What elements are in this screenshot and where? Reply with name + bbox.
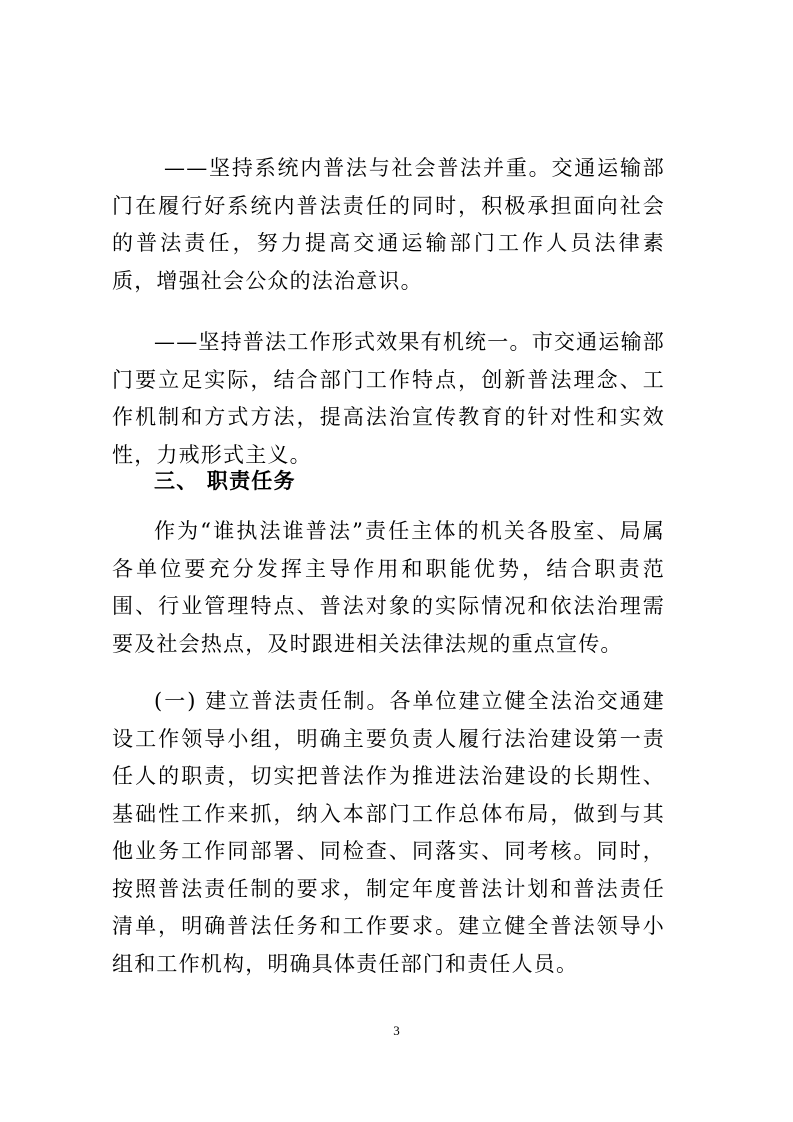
paragraph-form-and-effect-unity — [112, 324, 665, 474]
paragraph-system-and-social-law-popularization — [112, 150, 665, 300]
page-number: 3 — [393, 1023, 400, 1038]
paragraph-text: 作为“谁执法谁普法”责任主体的机关各股室、局属各单位要充分发挥主导作用和职能优势，结合职责范围、行业管理特点、普法对象的实际情况和依法治理需要及社会热点，及时跟进相关法律法规的重点宣传。 — [112, 519, 665, 656]
paragraph-text: ——坚持系统内普法与社会普法并重。交通运输部门在履行好系统内普法责任的同时，积极承担面向社会的普法责任，努力提高交通运输部门工作人员法律素质，增强社会公众的法治意识。 — [112, 156, 665, 293]
section-heading-duties-and-tasks: 三、 职责任务 — [154, 468, 296, 493]
paragraph-responsibility-subjects — [112, 513, 665, 663]
paragraph-text: (一) 建立普法责任制。各单位建立健全法治交通建设工作领导小组，明确主要负责人履行法治建设第一责任人的职责，切实把普法作为推进法治建设的长期性、基础性工作来抓，纳入本部门工作总体布局，做到与其他业务工作同部署、同检查、同落实、同考核。同时，按照普法责任制的要求，制定年度普法计划和普法责任清单，明确普法任务和工作要求。建立健全普法领导小组和工作机构，明确具体责任部门和责任人员。 — [112, 689, 665, 976]
paragraph-text: ——坚持普法工作形式效果有机统一。市交通运输部门要立足实际，结合部门工作特点，创新普法理念、工作机制和方式方法，提高法治宣传教育的针对性和实效性，力戒形式主义。 — [112, 330, 665, 467]
paragraph-establish-responsibility-system — [112, 683, 665, 983]
